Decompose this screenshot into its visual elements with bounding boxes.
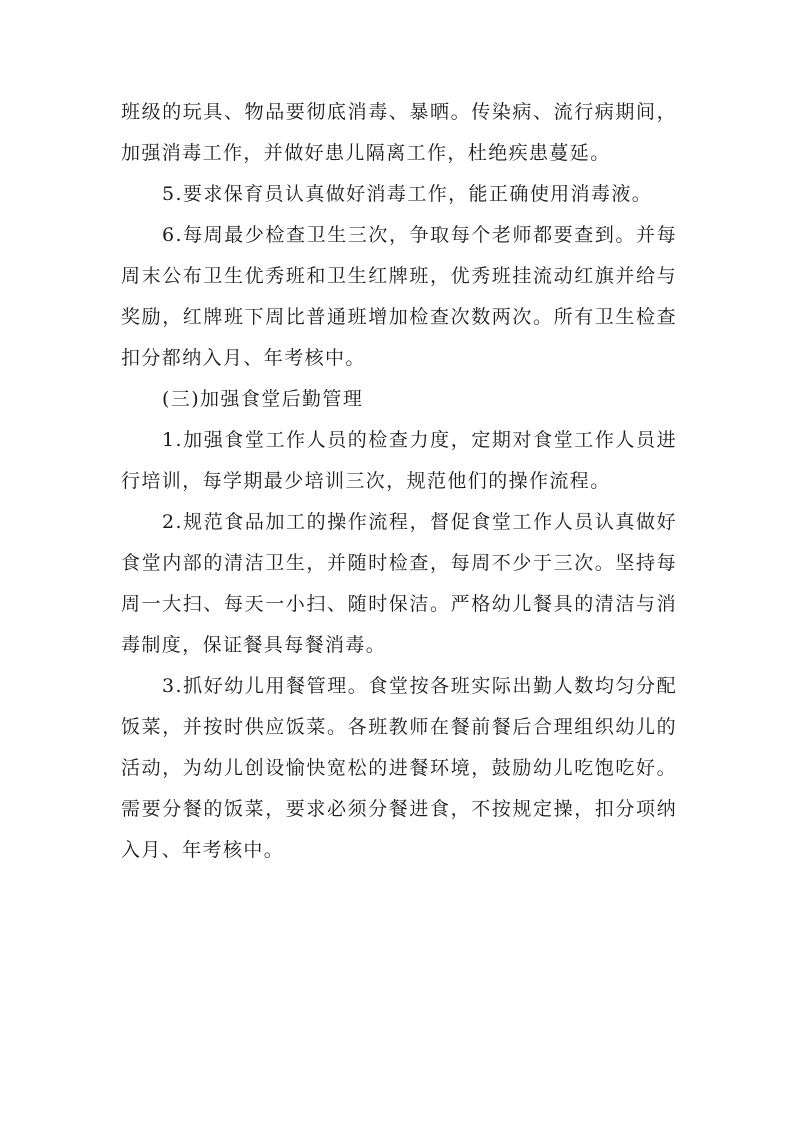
- paragraph-disinfection-continued: 班级的玩具、物品要彻底消毒、暴晒。传染病、流行病期间，加强消毒工作，并做好患儿隔离工作，杜绝疾患蔓延。: [121, 101, 677, 164]
- paragraph-item-6: 6.每周最少检查卫生三次，争取每个老师都要查到。并每周末公布卫生优秀班和卫生红牌班，优秀班挂流动红旗并给与奖励，红牌班下周比普通班增加检查次数两次。所有卫生检查扣分都纳入月、年考核中。: [121, 224, 677, 369]
- paragraph-item-5: 5.要求保育员认真做好消毒工作，能正确使用消毒液。: [162, 183, 653, 205]
- document-page: [121, 92, 677, 871]
- paragraph-canteen-item-1: 1.加强食堂工作人员的检查力度，定期对食堂工作人员进行培训，每学期最少培训三次，规范他们的操作流程。: [121, 429, 677, 492]
- section-heading-canteen: (三)加强食堂后勤管理: [162, 388, 364, 410]
- paragraph-canteen-item-3: 3.抓好幼儿用餐管理。食堂按各班实际出勤人数均匀分配饭菜，并按时供应饭菜。各班教师在餐前餐后合理组织幼儿的活动，为幼儿创设愉快宽松的进餐环境，鼓励幼儿吃饱吃好。需要分餐的饭菜，要求必须分餐进食，不按规定操，扣分项纳入月、年考核中。: [121, 675, 677, 861]
- paragraph-canteen-item-2: 2.规范食品加工的操作流程，督促食堂工作人员认真做好食堂内部的清洁卫生，并随时检查，每周不少于三次。坚持每周一大扫、每天一小扫、随时保洁。严格幼儿餐具的清洁与消毒制度，保证餐具每餐消毒。: [121, 511, 677, 656]
